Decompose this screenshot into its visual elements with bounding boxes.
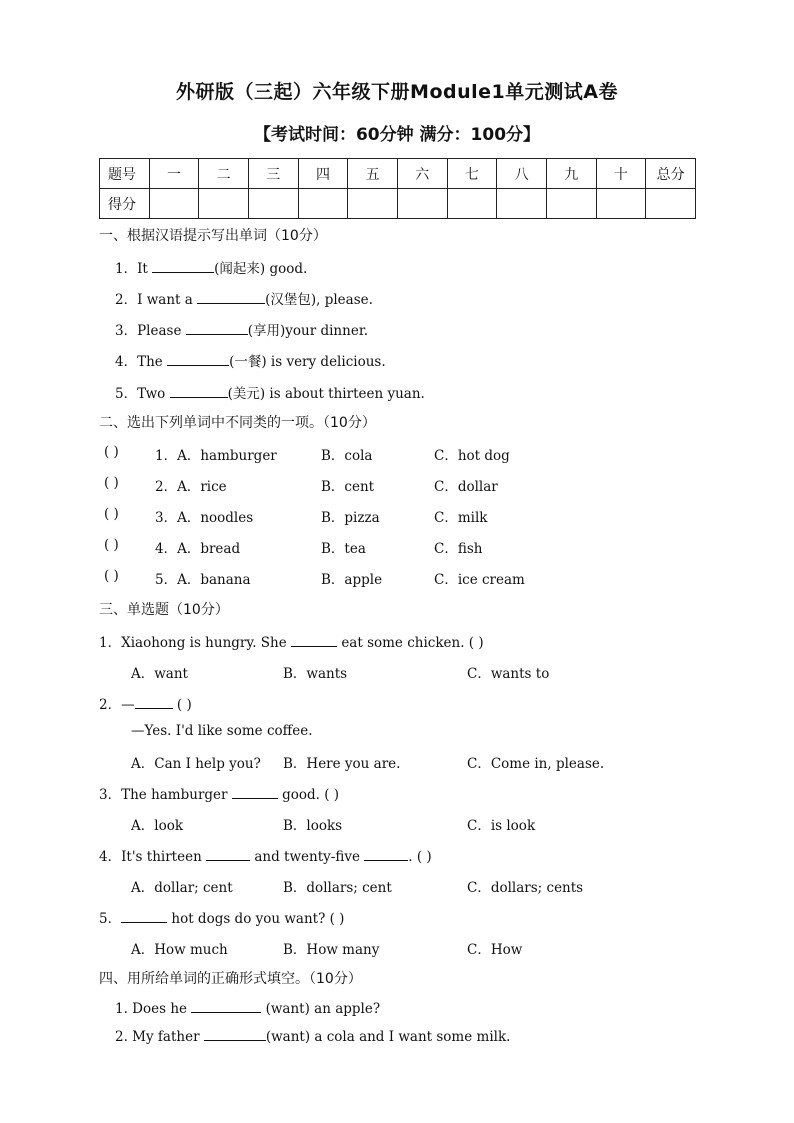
option-b: B．tea — [321, 541, 366, 557]
option-a: A．Can I help you? — [131, 756, 261, 772]
option-b: B．cola — [321, 448, 373, 464]
section4-heading: 四、用所给单词的正确形式填空。（10分） — [99, 971, 362, 987]
question-text: 4．It's thirteen — [99, 849, 202, 865]
score-header-cell: 总分 — [646, 159, 696, 189]
option-b: B．cent — [321, 479, 375, 495]
option-a: A．How much — [131, 942, 228, 958]
option-a: 1．A．hamburger — [155, 448, 277, 464]
question-text: 3．The hamburger — [99, 787, 228, 803]
score-header-cell: 三 — [248, 159, 298, 189]
item-text: 2. My father — [115, 1029, 200, 1045]
option-b: B．dollars; cent — [283, 880, 392, 896]
score-table-score-row — [100, 189, 696, 219]
section4-item — [115, 999, 380, 1017]
score-cell[interactable] — [596, 189, 646, 219]
item-hint: (闻起来) good. — [214, 261, 308, 277]
section1-item — [115, 257, 307, 277]
item-text: 5．Two — [115, 386, 166, 402]
score-cell[interactable] — [497, 189, 547, 219]
question-text: . ( ) — [408, 849, 432, 865]
item-text: (want) an apple? — [265, 1001, 381, 1017]
score-cell[interactable] — [447, 189, 497, 219]
score-cell[interactable] — [546, 189, 596, 219]
answer-blank[interactable] — [364, 847, 408, 861]
option-c: C．How — [467, 942, 523, 958]
option-a: 4．A．bread — [155, 541, 241, 557]
answer-blank[interactable] — [135, 695, 173, 709]
score-cell[interactable] — [248, 189, 298, 219]
option-a: 5．A．banana — [155, 572, 251, 588]
question-2-reply: —Yes. I'd like some coffee. — [131, 723, 313, 739]
section1-item — [115, 319, 368, 339]
item-hint: (一餐) is very delicious. — [229, 354, 386, 370]
option-b: B．pizza — [321, 510, 380, 526]
answer-paren[interactable]: ( ) — [104, 537, 119, 553]
question-text: 2．— — [99, 697, 135, 713]
score-cell[interactable] — [646, 189, 696, 219]
question-text: and twenty-five — [254, 849, 360, 865]
score-header-cell: 四 — [298, 159, 348, 189]
option-c: C．Come in, please. — [467, 756, 605, 772]
question-2 — [99, 693, 192, 713]
score-cell[interactable] — [199, 189, 249, 219]
item-hint: (汉堡包), please. — [265, 292, 373, 308]
option-a: A．dollar; cent — [131, 880, 233, 896]
score-header-cell: 九 — [546, 159, 596, 189]
section2-heading: 二、选出下列单词中不同类的一项。（10分） — [99, 415, 376, 431]
item-text: 2．I want a — [115, 292, 193, 308]
answer-paren[interactable]: ( ) — [104, 506, 119, 522]
answer-blank[interactable] — [170, 384, 228, 398]
exam-subtitle: 【考试时间：60分钟 满分：100分】 — [253, 125, 541, 145]
item-hint: (享用)your dinner. — [247, 323, 369, 339]
option-c: C．fish — [434, 541, 483, 557]
question-text: good. ( ) — [282, 787, 340, 803]
option-b: B．Here you are. — [283, 756, 401, 772]
question-text: ( ) — [176, 697, 192, 713]
score-cell[interactable] — [397, 189, 447, 219]
item-text: 3．Please — [115, 323, 182, 339]
score-header-cell: 六 — [397, 159, 447, 189]
score-header-cell: 五 — [348, 159, 398, 189]
question-3 — [99, 783, 339, 803]
option-b: B．apple — [321, 572, 383, 588]
option-c: C．milk — [434, 510, 488, 526]
question-text: hot dogs do you want? ( ) — [171, 911, 345, 927]
question-text: eat some chicken. ( ) — [341, 635, 484, 651]
answer-paren[interactable]: ( ) — [104, 475, 119, 491]
section4-item — [115, 1027, 510, 1045]
score-cell[interactable] — [298, 189, 348, 219]
section3-heading: 三、单选题（10分） — [99, 602, 229, 618]
score-cell[interactable] — [348, 189, 398, 219]
section1-item — [115, 288, 373, 308]
answer-blank[interactable] — [152, 259, 214, 273]
answer-blank[interactable] — [191, 999, 261, 1013]
answer-paren[interactable]: ( ) — [104, 444, 119, 460]
option-c: C．is look — [467, 818, 536, 834]
option-b: B．wants — [283, 666, 348, 682]
option-c: C．dollar — [434, 479, 498, 495]
item-text: 1．It — [115, 261, 148, 277]
score-header-cell: 二 — [199, 159, 249, 189]
answer-blank[interactable] — [167, 352, 229, 366]
answer-blank[interactable] — [232, 785, 278, 799]
option-c: C．hot dog — [434, 448, 510, 464]
question-5 — [99, 907, 344, 927]
question-text: 1．Xiaohong is hungry. She — [99, 635, 287, 651]
score-row-label: 得分 — [100, 189, 150, 219]
item-text: (want) a cola and I want some milk. — [265, 1029, 511, 1045]
score-header-cell: 一 — [149, 159, 199, 189]
score-table-header-row — [100, 159, 696, 189]
option-a: 3．A．noodles — [155, 510, 254, 526]
score-header-cell: 十 — [596, 159, 646, 189]
option-a: 2．A．rice — [155, 479, 227, 495]
section1-heading: 一、根据汉语提示写出单词（10分） — [99, 228, 327, 244]
option-b: B．How many — [283, 942, 380, 958]
question-text: 5． — [99, 911, 122, 927]
score-header-cell: 七 — [447, 159, 497, 189]
question-4 — [99, 845, 432, 865]
answer-paren[interactable]: ( ) — [104, 568, 119, 584]
item-text: 1. Does he — [115, 1001, 188, 1017]
question-1 — [99, 631, 484, 651]
answer-blank[interactable] — [186, 321, 248, 335]
option-c: C．wants to — [467, 666, 550, 682]
exam-title: 外研版（三起）六年级下册Module1单元测试A卷 — [176, 81, 618, 103]
answer-blank[interactable] — [121, 909, 167, 923]
score-header-cell: 八 — [497, 159, 547, 189]
option-b: B．looks — [283, 818, 343, 834]
score-table — [99, 158, 696, 219]
option-c: C．ice cream — [434, 572, 525, 588]
answer-blank[interactable] — [204, 1027, 266, 1041]
score-cell[interactable] — [149, 189, 199, 219]
option-c: C．dollars; cents — [467, 880, 584, 896]
item-hint: (美元) is about thirteen yuan. — [227, 386, 425, 402]
section1-item — [115, 350, 386, 370]
score-header-cell: 题号 — [100, 159, 150, 189]
option-a: A．want — [131, 666, 188, 682]
answer-blank[interactable] — [206, 847, 250, 861]
item-text: 4．The — [115, 354, 163, 370]
section1-item — [115, 382, 425, 402]
option-a: A．look — [131, 818, 184, 834]
answer-blank[interactable] — [197, 290, 265, 304]
answer-blank[interactable] — [291, 633, 337, 647]
